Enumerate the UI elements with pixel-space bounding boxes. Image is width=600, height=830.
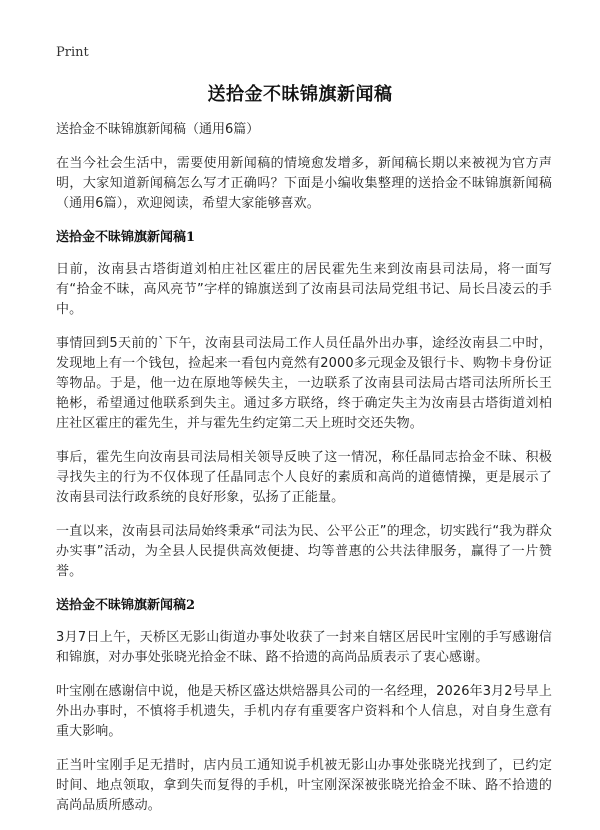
section-1-paragraph-4: 一直以来，汝南县司法局始终秉承“司法为民、公平公正”的理念，切实践行“我为群众办实事”活动，为全县人民提供高效便捷、均等普惠的公共法律服务，赢得了一片赞誉。: [56, 524, 552, 579]
section-2-paragraph-1: 3月7日上午，天桥区无影山街道办事处收获了一封来自辖区居民叶宝刚的手写感谢信和锦旗，对办事处张晓光拾金不昧、路不拾遗的高尚品质表示了衷心感谢。: [56, 630, 552, 665]
intro-paragraph: 在当今社会生活中，需要使用新闻稿的情境愈发增多，新闻稿长期以来被视为官方声明，大家知道新闻稿怎么写才正确吗？下面是小编收集整理的送拾金不昧锦旗新闻稿（通用6篇），欢迎阅读，希望大家能够喜欢。: [56, 156, 552, 211]
section-1-paragraph-1: 日前，汝南县古塔街道刘柏庄社区霍庄的居民霍先生来到汝南县司法局，将一面写有“拾金不昧，高风亮节”字样的锦旗送到了汝南县司法局党组书记、局长吕凌云的手中。: [56, 262, 552, 317]
page-title: 送拾金不昧锦旗新闻稿: [207, 84, 393, 105]
section-2-paragraph-2: 叶宝刚在感谢信中说，他是天桥区盛达烘焙器具公司的一名经理，2026年3月2号早上外出办事时，不慎将手机遗失，手机内存有重要客户资料和个人信息，对自身生意有重大影响。: [56, 684, 552, 739]
section-1-paragraph-3: 事后，霍先生向汝南县司法局相关领导反映了这一情况，称任晶同志拾金不昧、积极寻找失主的行为不仅体现了任晶同志个人良好的素质和高尚的道德情操，更是展示了汝南县司法行政系统的良好形象，弘扬了正能量。: [56, 450, 552, 505]
section-2-paragraph-3: 正当叶宝刚手足无措时，店内员工通知说手机被无影山办事处张晓光找到了，已约定时间、地点领取，拿到失而复得的手机，叶宝刚深深被张晓光拾金不昧、路不拾遗的高尚品质所感动。: [56, 758, 552, 813]
print-link[interactable]: Print: [56, 45, 89, 60]
section-heading-2: 送拾金不昧锦旗新闻稿2: [56, 598, 196, 613]
article-body: [56, 120, 552, 830]
section-1-paragraph-2: 事情回到5天前的`下午，汝南县司法局工作人员任晶外出办事，途经汝南县二中时，发现地上有一个钱包，捡起来一看包内竟然有2000多元现金及银行卡、购物卡身份证等物品。于是，他一边在原地等候失主，一边联系了汝南县司法局古塔司法所所长王艳彬，希望通过他联系到失主。通过多方联络，终于确定失主为汝南县古塔街道刘柏庄社区霍庄的霍先生，并与霍先生约定第二天上班时交还失物。: [56, 336, 552, 431]
article-subtitle: 送拾金不昧锦旗新闻稿（通用6篇）: [56, 122, 260, 137]
section-heading-1: 送拾金不昧锦旗新闻稿1: [56, 230, 196, 245]
